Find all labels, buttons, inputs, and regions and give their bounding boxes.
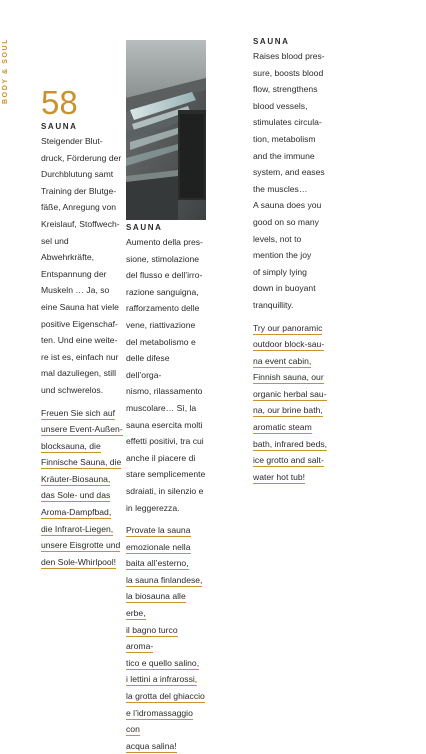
italian-body-line: razione sanguigna, <box>126 286 199 297</box>
italian-link-line[interactable]: e l’idromassaggio con <box>126 707 193 735</box>
italian-heading: SAUNA <box>126 223 163 232</box>
italian-body-line: vene, riattivazione <box>126 319 196 330</box>
italian-link-line[interactable]: Provate la sauna <box>126 525 191 536</box>
german-heading: SAUNA <box>41 122 78 131</box>
italian-body-line: anche il piacere di <box>126 452 196 463</box>
german-body-line: sel und Abwehrkräfte, <box>41 235 95 263</box>
german-body-line: Kreislauf, Stoffwech- <box>41 218 120 229</box>
english-body-line: levels, not to <box>253 233 302 244</box>
english-body-line: blood vessels, <box>253 100 308 111</box>
english-body-line: down in buoyant <box>253 283 316 294</box>
english-body-line: flow, strengthens <box>253 84 318 95</box>
english-link-line[interactable]: water hot tub! <box>253 471 306 482</box>
italian-body-line: Aumento della pres- <box>126 237 203 247</box>
german-body-line: positive Eigenschaf- <box>41 318 118 329</box>
section-side-label: BODY & SOUL <box>2 37 9 104</box>
english-body-line: Raises blood pres- <box>253 51 325 61</box>
german-link-line[interactable]: unsere Eisgrotte und <box>41 540 121 551</box>
italian-body-line: in leggerezza. <box>126 502 180 513</box>
italian-link-line[interactable]: baita all’esterno, <box>126 558 189 569</box>
italian-body-line: stare semplicemente <box>126 469 206 480</box>
german-link-line[interactable]: blocksauna, die <box>41 440 101 451</box>
english-link-line[interactable]: na, our brine bath, <box>253 405 323 416</box>
english-column <box>253 36 335 485</box>
english-body-line: A sauna does you <box>253 200 322 211</box>
german-body-line: Entspannung der <box>41 268 107 279</box>
german-body-line: Muskeln … Ja, so <box>41 285 110 296</box>
english-links[interactable] <box>253 320 335 486</box>
german-body-line: Training der Blutge- <box>41 185 117 196</box>
italian-body-line: delle difese dell’orga- <box>126 353 170 380</box>
english-body-line: mention the joy <box>253 250 312 261</box>
english-link-line[interactable]: aromatic steam <box>253 422 312 433</box>
german-body-line: Steigender Blut- <box>41 136 103 146</box>
english-body-line: sure, boosts blood <box>253 67 324 78</box>
sauna-interior-photo <box>126 40 206 220</box>
english-body-line: tion, metabolism <box>253 133 316 144</box>
german-body-line: re ist es, einfach nur <box>41 351 119 362</box>
english-body-line: system, and eases <box>253 167 325 178</box>
italian-body-line: sione, stimolazione <box>126 253 200 264</box>
english-body-line: of simply lying <box>253 266 307 277</box>
german-column <box>41 86 123 570</box>
italian-body-line: sauna esercita molti <box>126 419 203 430</box>
english-link-line[interactable]: Finnish sauna, our <box>253 372 324 383</box>
english-heading: SAUNA <box>253 37 290 46</box>
german-body-line: eine Sauna hat viele <box>41 301 119 312</box>
english-link-line[interactable]: organic herbal sau- <box>253 388 327 399</box>
italian-link-line[interactable]: la biosauna alle erbe, <box>126 591 186 619</box>
german-link-line[interactable]: Freuen Sie sich auf <box>41 407 116 418</box>
italian-link-line[interactable]: acqua salina! <box>126 740 177 751</box>
italian-body-line: del flusso e dell’irro- <box>126 270 203 281</box>
german-link-line[interactable]: Kräuter-Biosauna, <box>41 473 111 484</box>
german-body-line: und schwerelos. <box>41 384 104 395</box>
italian-body-line: del metabolismo e <box>126 336 196 347</box>
english-body-line: stimulates circula- <box>253 117 322 128</box>
english-link-line[interactable]: Try our panoramic <box>253 322 323 333</box>
italian-link-line[interactable]: la sauna finlandese, <box>126 574 203 585</box>
italian-link-line[interactable]: emozionale nella <box>126 541 191 552</box>
italian-links[interactable] <box>126 522 206 754</box>
english-body-line: the muscles… <box>253 183 308 194</box>
italian-column <box>126 222 206 754</box>
german-links[interactable] <box>41 405 123 571</box>
english-link-line[interactable]: outdoor block-sau- <box>253 339 325 350</box>
english-link-line[interactable]: na event cabin, <box>253 355 312 366</box>
italian-link-line[interactable]: la grotta del ghiaccio <box>126 691 205 702</box>
english-body <box>253 48 335 314</box>
italian-body-line: nismo, rilassamento <box>126 386 203 397</box>
german-body <box>41 133 123 399</box>
english-link-line[interactable]: ice grotto and salt- <box>253 455 324 466</box>
german-body-line: Durchblutung samt <box>41 169 114 180</box>
german-body-line: fäße, Anregung von <box>41 202 117 213</box>
english-body-line: good on so many <box>253 216 319 227</box>
english-body-line: tranquillity. <box>253 299 294 310</box>
german-link-line[interactable]: die Infrarot-Liegen, <box>41 523 114 534</box>
german-body-line: mal dazuliegen, still <box>41 368 116 379</box>
italian-body <box>126 234 206 516</box>
german-link-line[interactable]: das Sole- und das <box>41 490 111 501</box>
italian-link-line[interactable]: i lettini a infrarossi, <box>126 674 198 685</box>
english-link-line[interactable]: bath, infrared beds, <box>253 438 328 449</box>
italian-body-line: sdraiati, in silenzio e <box>126 485 204 496</box>
english-body-line: and the immune <box>253 150 315 161</box>
italian-body-line: rafforzamento delle <box>126 303 200 314</box>
german-link-line[interactable]: Finnische Sauna, die <box>41 457 122 468</box>
german-link-line[interactable]: Aroma-Dampfbad, <box>41 507 112 518</box>
german-body-line: druck, Förderung der <box>41 152 122 163</box>
italian-body-line: effetti positivi, tra cui <box>126 436 204 447</box>
italian-link-line[interactable]: il bagno turco aroma- <box>126 624 178 652</box>
german-body-line: ten. Und eine weite- <box>41 335 118 346</box>
page-number: 58 <box>41 84 78 121</box>
italian-body-line: muscolare… Sì, la <box>126 402 197 413</box>
german-link-line[interactable]: unsere Event-Außen- <box>41 424 123 435</box>
italian-link-line[interactable]: tico e quello salino, <box>126 657 200 668</box>
german-link-line[interactable]: den Sole-Whirlpool! <box>41 556 116 567</box>
